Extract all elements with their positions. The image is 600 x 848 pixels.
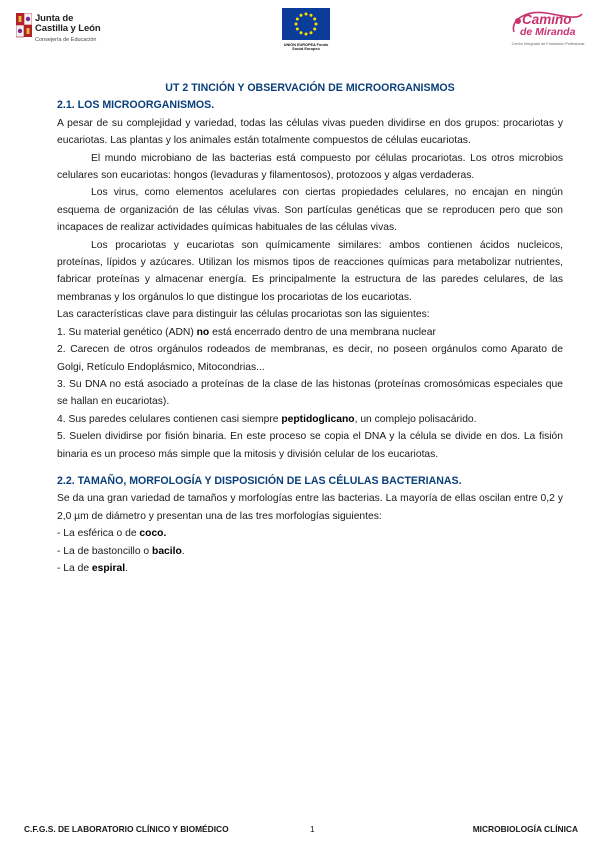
paragraph-2: El mundo microbiano de las bacterias está compuesto por células procariotas. Los otros microbios celulares son eucariotas: hongos (levaduras y filamentosos), protozoos y algas verdaderas. (57, 152, 563, 182)
list-item-text: - La de (57, 562, 92, 574)
list-item-text: , un complejo polisacárido. (354, 413, 477, 425)
footer-course: C.F.G.S. DE LABORATORIO CLÍNICO Y BIOMÉDICO (24, 824, 229, 834)
list-item-bold: coco. (139, 528, 167, 540)
paragraph-4: Los procariotas y eucariotas son químicamente similares: ambos contienen ácidos nucleicos, proteínas, lípidos y azúcares. Utilizan los mismos tipos de reacciones químicas para metabolizar nutrientes, fabricar proteínas y almacenar energía. Es principalmente la estructura de las paredes celulares, de las membranas y los orgánulos lo que distingue los procariotas de los eucariotas. (57, 239, 563, 303)
jcyl-subtitle: Consejería de Educación (35, 37, 97, 43)
page-footer (24, 824, 578, 838)
document-body (57, 80, 563, 577)
list-item-bold: bacilo (152, 545, 182, 557)
paragraph-1: A pesar de su complejidad y variedad, todas las células vivas pueden dividirse en dos grupos: procariotas y eucariotas. Las plantas y los animales están totalmente compuestos de células eucariotas. (57, 117, 563, 147)
jcyl-line1: Junta de (35, 13, 74, 24)
list-item (57, 525, 563, 542)
list-item-text: está encerrado dentro de una membrana nuclear (209, 326, 436, 338)
list-item-text: . (181, 545, 185, 557)
eu-flag-icon (282, 8, 330, 42)
camino-de-miranda-logo (506, 10, 586, 56)
paragraph-3: Los virus, como elementos acelulares con ciertas propiedades celulares, no encajan en ningún esquema de organización de las células vivas. Son partículas genéticas que se reproducen pero que son incapaces de realizar actividades químicas habituales de las células vivas. (57, 187, 563, 234)
page-title: UT 2 TINCIÓN Y OBSERVACIÓN DE MICROORGANISMOS (165, 82, 455, 94)
camino-line1: Camino (522, 12, 572, 27)
list-item-text: 1. Su material genético (ADN) (57, 326, 197, 338)
list-item-bold: no (196, 326, 210, 338)
paragraph-6: Se da una gran variedad de tamaños y morfologías entre las bacterias. La mayoría de ellas oscilan entre 0,2 y 2,0 µm de diámetro y presentan una de las tres morfologías siguientes: (57, 493, 563, 522)
paragraph-5: Las características clave para distinguir las células procariotas son las siguientes: (57, 309, 430, 321)
coat-of-arms-icon (16, 13, 32, 39)
eu-logo (282, 8, 330, 56)
list-item (57, 560, 563, 577)
list-item-text: - La de bastoncillo o (57, 545, 153, 557)
camino-line2: de Miranda (520, 26, 576, 38)
list-item (57, 411, 563, 428)
page-header (0, 0, 600, 70)
list-item-text: - La esférica o de (57, 528, 140, 540)
list-item-bold: peptidoglicano (281, 413, 355, 425)
list-item: 5. Suelen dividirse por fisión binaria. En este proceso se copia el DNA y la célula se divide en dos. La fisión binaria es un proceso más simple que la mitosis y división celular de los eucariotas. (57, 431, 563, 460)
list-item-text: . (125, 562, 128, 574)
eu-caption: UNIÓN EUROPEA Fondo Social Europeo (283, 43, 329, 52)
list-item-text: 4. Sus paredes celulares contienen casi siempre (57, 413, 282, 425)
jcyl-line2: Castilla y León (35, 23, 101, 34)
list-item (57, 543, 563, 560)
jcyl-logo (16, 12, 126, 48)
section-heading-microorganismos: 2.1. LOS MICROORGANISMOS. (57, 99, 215, 112)
list-item: 2. Carecen de otros orgánulos rodeados de membranas, es decir, no poseen orgánulos como Aparato de Golgi, Retículo Endoplásmico, Mitocondrias... (57, 344, 563, 373)
list-item: 3. Su DNA no está asociado a proteínas de la clase de las histonas (proteínas cromosómicas especiales que se hallan en eucariotas). (57, 378, 563, 408)
footer-subject: MICROBIOLOGÍA CLÍNICA (472, 824, 578, 834)
page-number: 1 (310, 824, 315, 834)
jcyl-name (35, 14, 101, 34)
camino-subtitle: Centro Integrado de Formación Profesional (511, 42, 585, 46)
list-item (57, 324, 563, 341)
list-item-bold: espiral (91, 562, 126, 574)
section-heading-tamano: 2.2. TAMAÑO, MORFOLOGÍA Y DISPOSICIÓN DE LAS CÉLULAS BACTERIANAS. (57, 474, 462, 487)
